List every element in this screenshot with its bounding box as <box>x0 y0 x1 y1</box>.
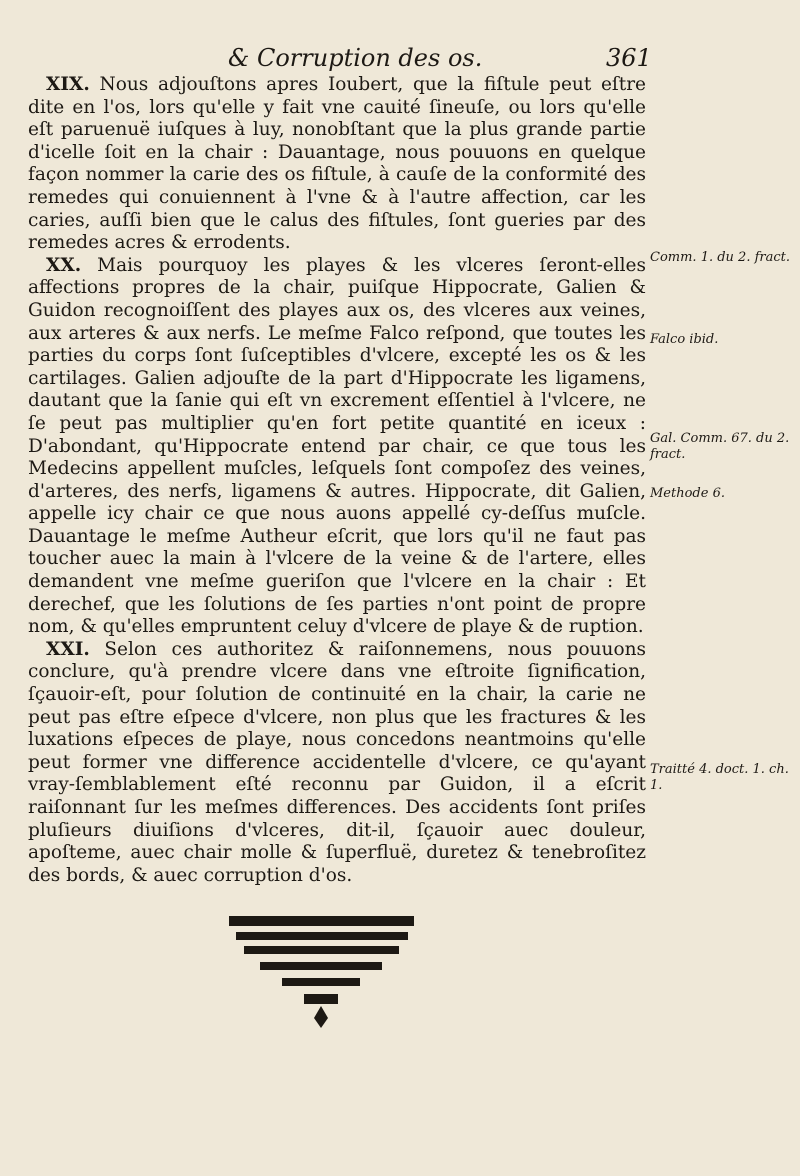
margin-note-galen: Gal. Comm. 67. du 2. fract. <box>650 431 790 462</box>
running-title: & Corruption des os. <box>228 44 483 72</box>
paragraph-text: Mais pourquoy les playes & les vlceres ſeront-elles affections propres de la chair, puiſque Hippocrate, Galien & Guidon recognoiſſent des playes aux os, des vlceres aux veines, aux arteres & aux nerfs. Le meſme Falco reſpond, que toutes les parties du corps ſont ſuſceptibles d'vlcere, excepté les os & les cartilages. Galien adjouſte de la part d'Hippocrate les ligamens, dautant que la ſanie qui eſt vn excrement eſſentiel à l'vlcere, ne ſe peut pas multiplier qu'en fort petite quantité en iceux : D'abondant, qu'Hippocrate entend par chair, ce que tous les Medecins appellent muſcles, leſquels ſont compoſez des veines, d'arteres, des nerfs, ligamens & autres. Hippocrate, dit Galien, appelle icy chair ce que nous auons appellé cy-deſſus muſcle. Dauantage le meſme Autheur eſcrit, que lors qu'il ne faut pas toucher auec la main à l'vlcere de la veine & de l'artere, elles demandent vne meſme gueriſon que l'vlcere en la chair : Et derechef, que les ſolutions de ſes parties n'ont point de propre nom, & qu'elles empruntent celuy d'vlcere de playe & de ruption. <box>28 254 646 638</box>
margin-note-methode: Methode 6. <box>650 486 725 501</box>
tailpiece-ornament <box>224 908 424 1038</box>
paragraph-xx <box>28 255 646 639</box>
margin-note-falco: Falco ibid. <box>650 332 719 347</box>
paragraph-number: XX. <box>46 254 82 276</box>
paragraph-text: Nous adjouſtons apres Ioubert, que la fiſtule peut eſtre dite en l'os, lors qu'elle y fait vne cauité ſineuſe, ou lors qu'elle eſt paruenuë iuſques à luy, nonobſtant que la plus grande partie d'icelle ſoit en la chair : Dauantage, nous pouuons en quelque façon nommer la carie des os fiſtule, à cauſe de la conformité des remedes qui conuiennent à l'vne & à l'autre affection, car les caries, auſſi bien que le calus des fiſtules, ſont gueries par des remedes acres & errodents. <box>28 74 646 254</box>
main-text <box>28 74 646 887</box>
paragraph-text: Selon ces authoritez & raiſonnemens, nous pouuons conclure, qu'à prendre vlcere dans vne eſtroite ſignification, ſçauoir-eſt, pour ſolution de continuité en la chair, la carie ne peut pas eſtre eſpece d'vlcere, non plus que les fractures & les luxations eſpeces de playe, nous concedons neantmoins qu'elle peut former vne difference accidentelle d'vlcere, ce qu'ayant vray-ſemblablement eſté reconnu par Guidon, il a eſcrit raiſonnant ſur les meſmes differences. Des accidents ſont priſes pluſieurs diuiſions d'vlceres, dit-il, ſçauoir auec douleur, apoſteme, auec chair molle & ſuperfluë, duretez & tenebroſitez des bords, & auec corruption d'os. <box>28 638 646 886</box>
running-header <box>0 44 800 74</box>
paragraph-xix <box>28 74 646 255</box>
page-number: 361 <box>606 44 652 72</box>
margin-note-comm: Comm. 1. du 2. fract. <box>650 250 791 265</box>
paragraph-xxi <box>28 639 646 888</box>
margin-note-traitte: Traitté 4. doct. 1. ch. 1. <box>650 762 789 793</box>
paragraph-number: XIX. <box>46 74 90 95</box>
paragraph-number: XXI. <box>46 638 90 660</box>
